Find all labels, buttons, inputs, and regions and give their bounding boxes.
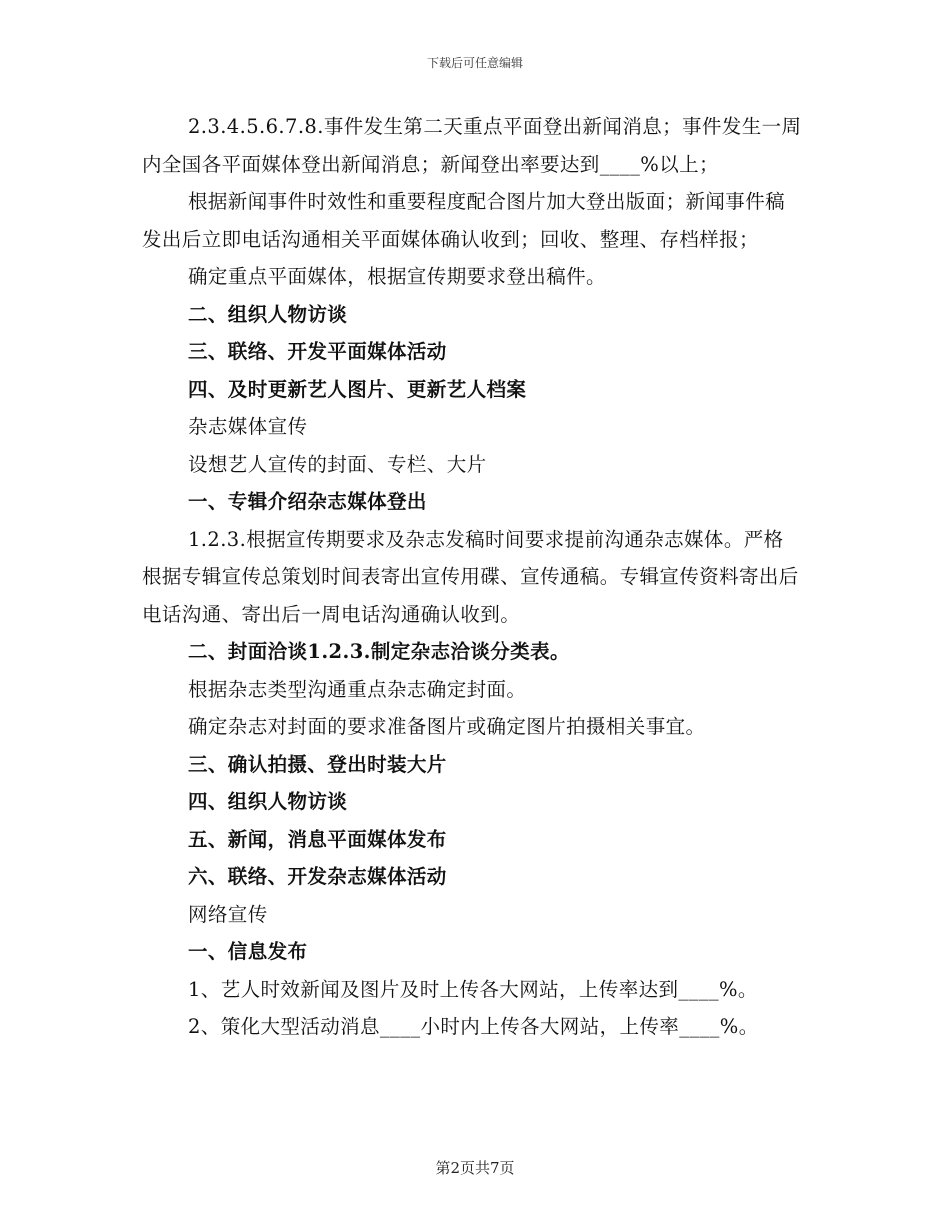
paragraph-upload-news: 1、艺人时效新闻及图片及时上传各大网站，上传率达到____%。: [188, 977, 758, 1001]
paragraph-news-release-rate: 2.3.4.5.6.7.8.事件发生第二天重点平面登出新闻消息；事件发生一周内全国各平面媒体登出新闻消息；新闻登出率要达到____%以上；: [142, 115, 802, 176]
heading-cover-negotiation: 二、封面洽谈1.2.3.制定杂志洽谈分类表。: [188, 640, 570, 663]
paragraph-key-print-media: 确定重点平面媒体，根据宣传期要求登出稿件。: [188, 265, 606, 288]
paragraph-cover-column-ideas: 设想艺人宣传的封面、专栏、大片: [188, 452, 487, 476]
heading-info-release: 一、信息发布: [188, 940, 308, 963]
paragraph-news-layout: 根据新闻事件时效性和重要程度配合图片加大登出版面；新闻事件稿发出后立即电话沟通相关平面媒体确认收到；回收、整理、存档样报；: [142, 190, 786, 251]
paragraph-upload-event: 2、策化大型活动消息____小时内上传各大网站，上传率____%。: [188, 1015, 759, 1038]
heading-news-release: 五、新闻，消息平面媒体发布: [188, 827, 447, 851]
page-header: 下载后可任意编辑: [426, 56, 523, 70]
paragraph-magazine-contact: 1.2.3.根据宣传期要求及杂志发稿时间要求提前沟通杂志媒体。严格根据专辑宣传总策划时间表寄出宣传用碟、宣传通稿。专辑宣传资料寄出后电话沟通、寄出后一周电话沟通确认收到。: [142, 527, 799, 626]
heading-update-artist-files: 四、及时更新艺人图片、更新艺人档案: [188, 377, 527, 401]
heading-print-media-activities: 三、联络、开发平面媒体活动: [188, 340, 447, 363]
heading-magazine-activities: 六、联络、开发杂志媒体活动: [188, 865, 447, 888]
section-online-promotion: 网络宣传: [188, 902, 268, 926]
paragraph-cover-by-type: 根据杂志类型沟通重点杂志确定封面。: [188, 677, 527, 701]
heading-interviews: 二、组织人物访谈: [188, 302, 348, 326]
page-footer: 第2页共7页: [435, 1159, 515, 1177]
heading-fashion-shoot: 三、确认拍摄、登出时装大片: [188, 752, 447, 776]
heading-album-magazine: 一、专辑介绍杂志媒体登出: [188, 490, 427, 513]
section-magazine-promotion: 杂志媒体宣传: [188, 415, 308, 438]
document-body: [142, 108, 802, 1046]
paragraph-cover-requirements: 确定杂志对封面的要求准备图片或确定图片拍摄相关事宜。: [188, 715, 706, 738]
heading-interviews-magazine: 四、组织人物访谈: [188, 790, 348, 813]
